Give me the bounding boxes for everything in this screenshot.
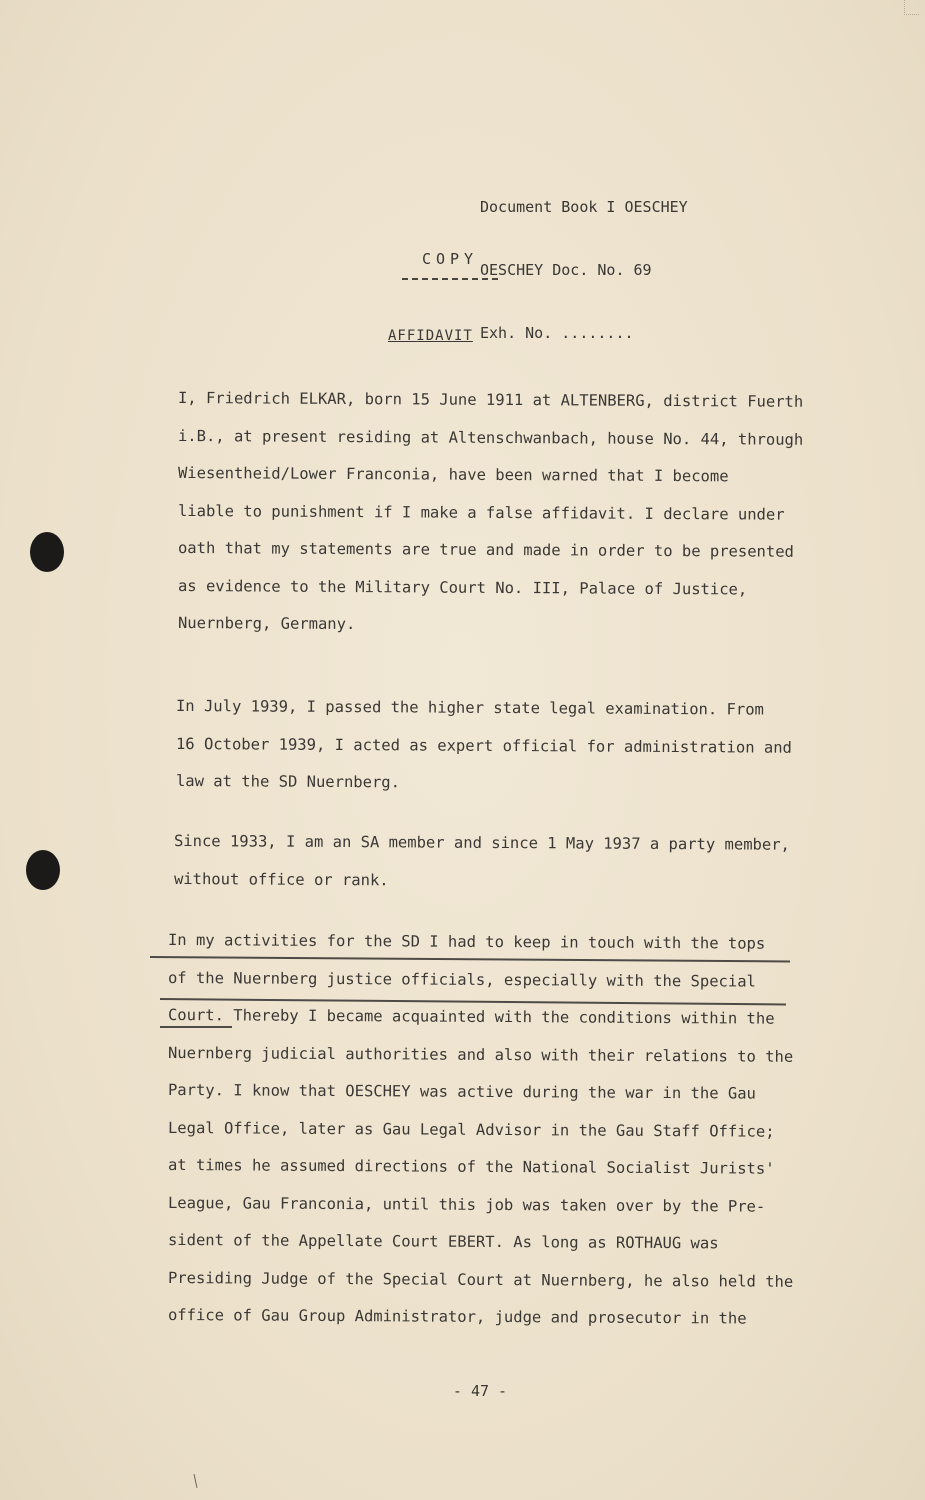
paragraph-declaration xyxy=(178,380,838,643)
paragraph-activities xyxy=(168,922,828,1335)
affidavit-title: AFFIDAVIT xyxy=(388,328,473,344)
text-line: Court. Thereby I became acquainted with the conditions within the xyxy=(167,1006,775,1028)
text-line: without office or rank. xyxy=(173,869,389,889)
text-line: office of Gau Group Administrator, judge and prosecutor in the xyxy=(167,1306,747,1328)
punch-hole-top xyxy=(30,532,64,572)
paragraph-education xyxy=(176,688,836,801)
page-number: - 47 - xyxy=(452,1382,508,1400)
text-line: Wiesentheid/Lower Franconia, have been warned that I become xyxy=(177,464,729,486)
punch-hole-bottom xyxy=(26,850,60,890)
text-line: Nuernberg, Germany. xyxy=(177,614,356,634)
document-reference-header xyxy=(480,155,688,386)
text-line: law at the SD Nuernberg. xyxy=(175,772,401,792)
header-document-book: Document Book I OESCHEY xyxy=(480,198,688,216)
text-line: Party. I know that OESCHEY was active during the war in the Gau xyxy=(167,1081,756,1103)
text-line: Legal Office, later as Gau Legal Advisor in the Gau Staff Office; xyxy=(167,1118,775,1141)
text-line: Presiding Judge of the Special Court at Nuernberg, he also held the xyxy=(167,1268,794,1291)
text-line: of the Nuernberg justice officials, especially with the Special xyxy=(167,968,756,991)
text-line: League, Gau Franconia, until this job was taken over by the Pre- xyxy=(167,1193,766,1216)
text-line: Since 1933, I am an SA member and since 1 May 1937 a party member, xyxy=(173,832,790,854)
text-line: as evidence to the Military Court No. III, Palace of Justice, xyxy=(177,576,748,598)
copy-rule-divider xyxy=(402,278,498,280)
text-line: 16 October 1939, I acted as expert official for administration and xyxy=(175,734,792,757)
text-line: i.B., at present residing at Altenschwanbach, house No. 44, through xyxy=(177,426,804,449)
corner-mark xyxy=(904,0,919,15)
header-exhibit-number: Exh. No. ........ xyxy=(480,324,634,342)
text-line: In July 1939, I passed the higher state legal examination. From xyxy=(175,697,764,719)
text-line: Nuernberg judicial authorities and also with their relations to the xyxy=(167,1043,794,1066)
header-doc-number: OESCHEY Doc. No. 69 xyxy=(480,261,652,279)
stray-pencil-mark xyxy=(194,1474,198,1488)
text-line: oath that my statements are true and made in order to be presented xyxy=(177,539,794,561)
copy-label: COPY xyxy=(421,250,479,268)
text-line: at times he assumed directions of the National Socialist Jurists' xyxy=(167,1156,775,1178)
text-line: I, Friedrich ELKAR, born 15 June 1911 at ALTENBERG, district Fuerth xyxy=(177,389,804,411)
paragraph-membership xyxy=(174,823,834,898)
text-line: sident of the Appellate Court EBERT. As long as ROTHAUG was xyxy=(167,1231,719,1253)
text-line: In my activities for the SD I had to keep in touch with the tops xyxy=(167,931,766,953)
text-line: liable to punishment if I make a false affidavit. I declare under xyxy=(177,501,785,524)
